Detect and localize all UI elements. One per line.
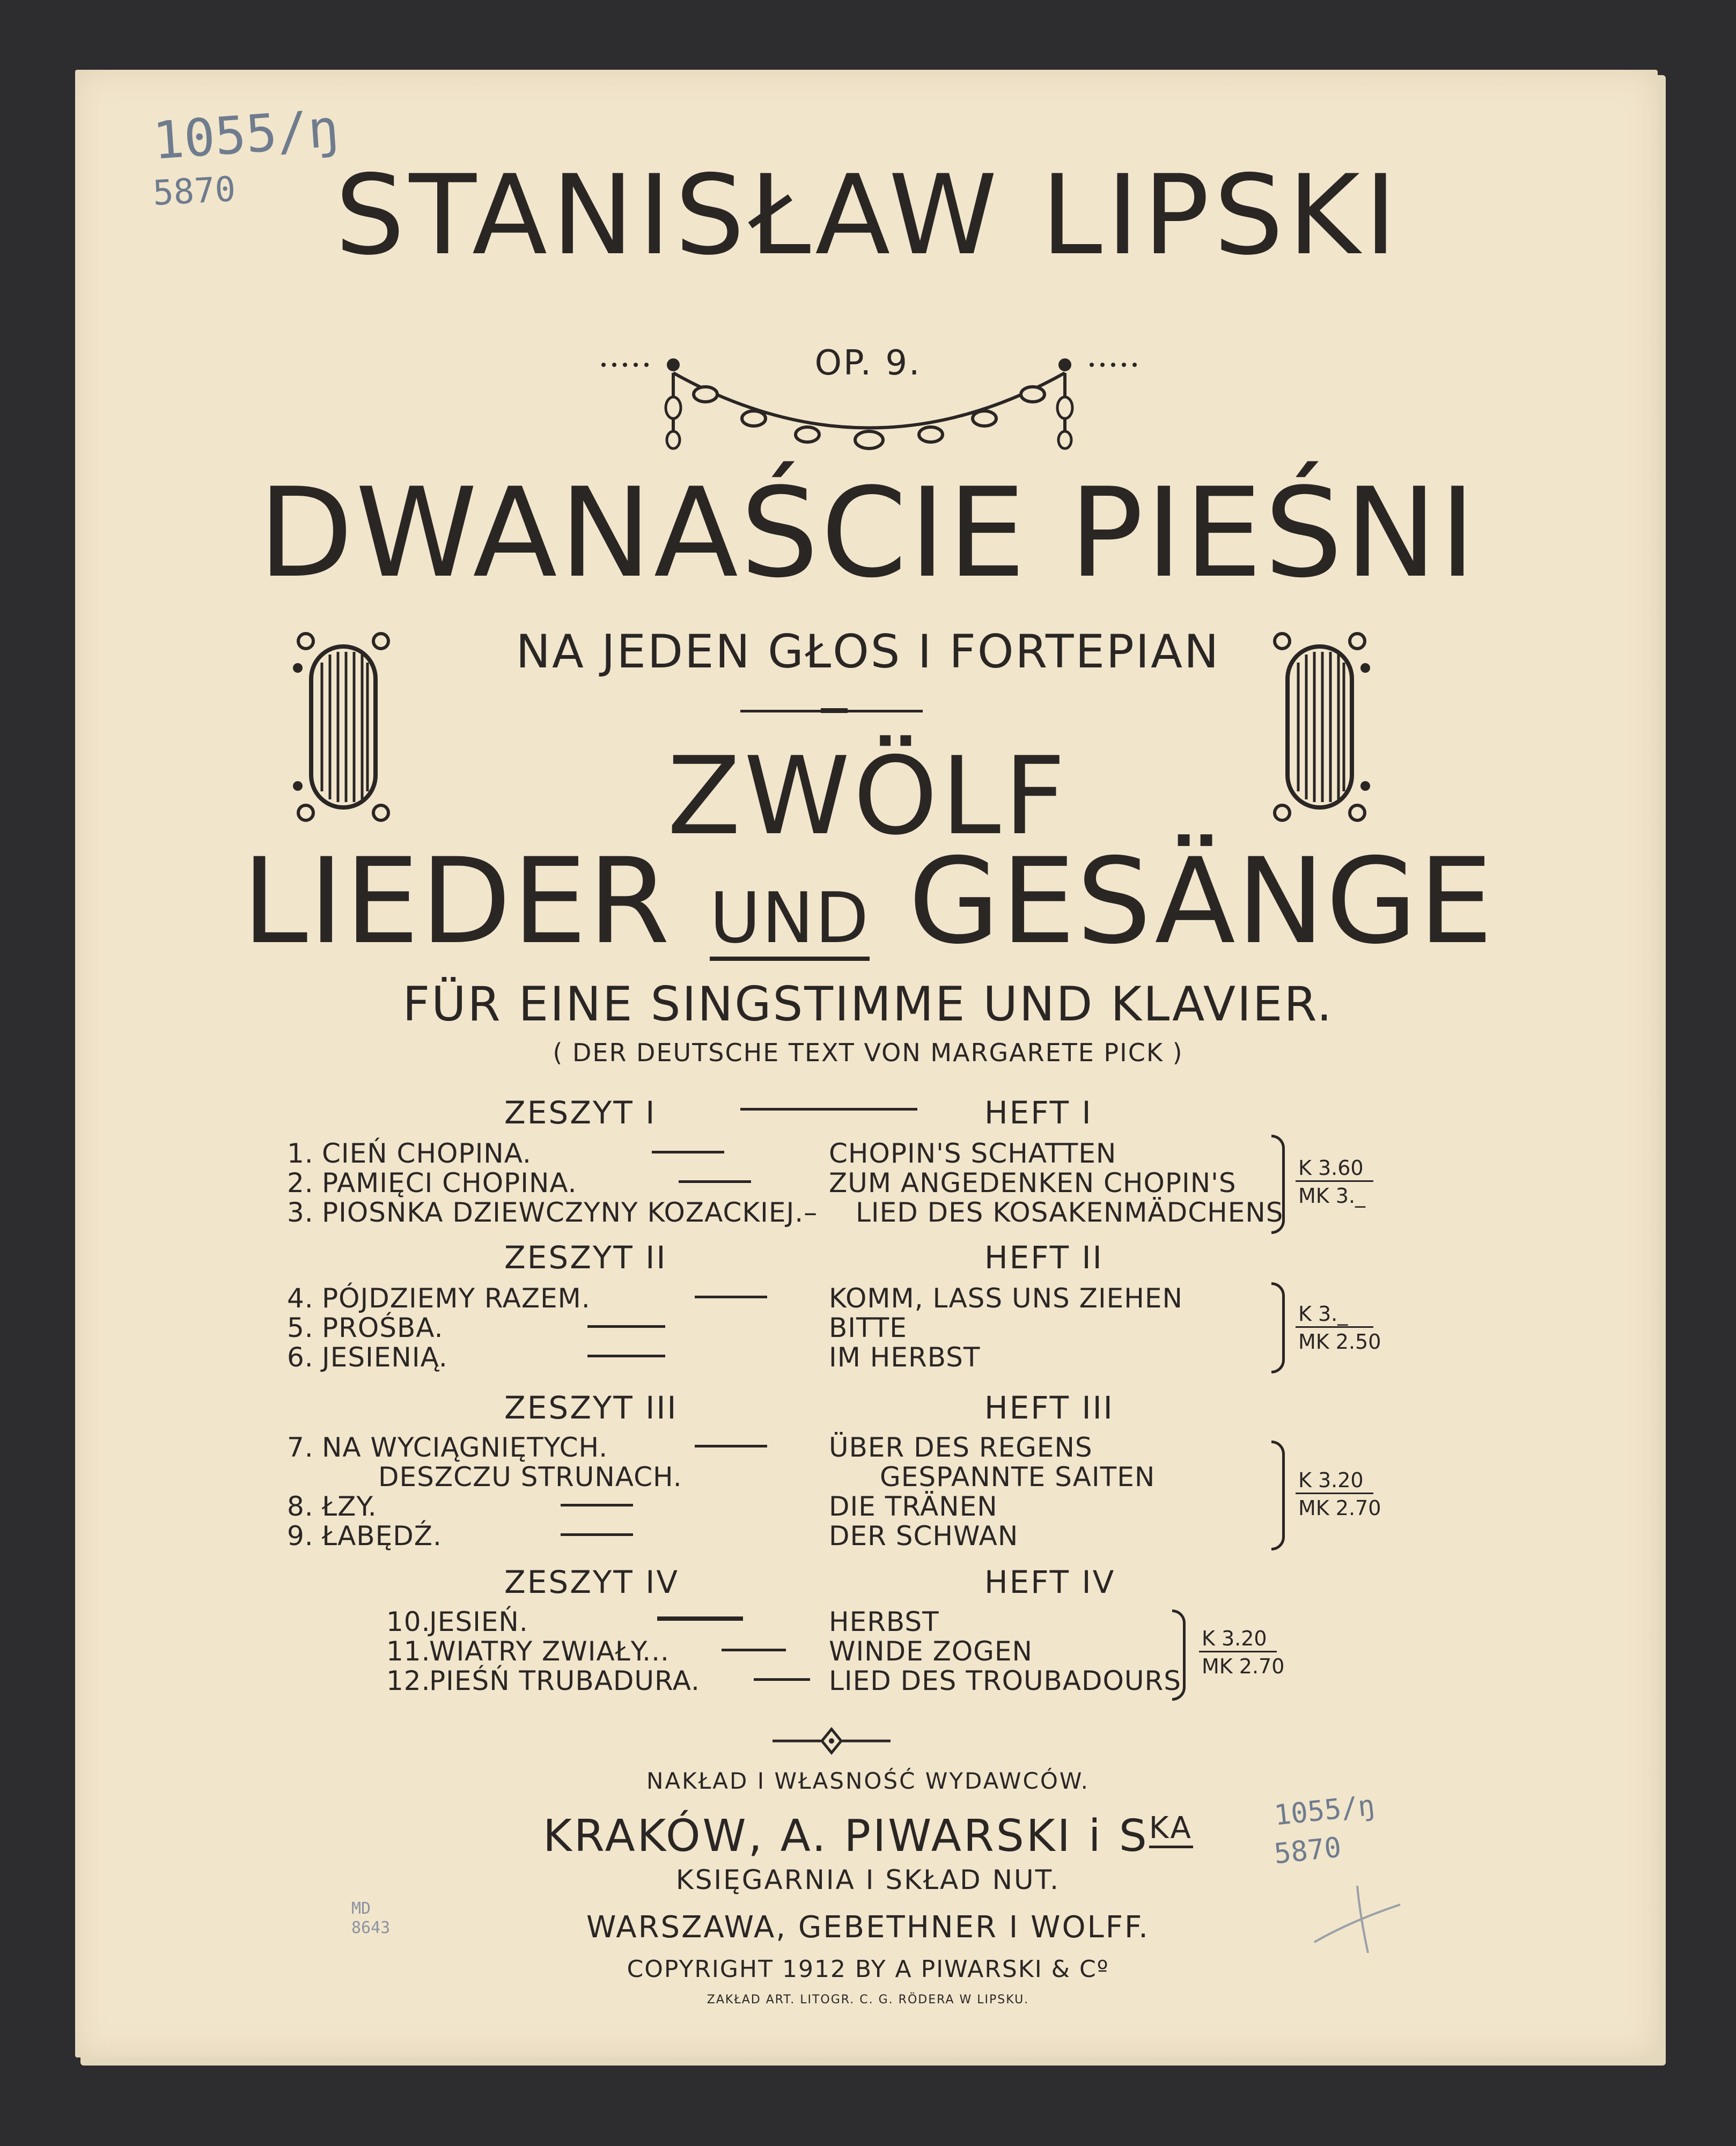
- song-7-title-de-cont: GESPANNTE SAITEN: [880, 1461, 1156, 1493]
- price-k-heft-3: K 3.20: [1298, 1468, 1364, 1492]
- song-9-title-pl: ŁABĘDŹ.: [322, 1520, 442, 1552]
- song-6-title-de: IM HERBST: [829, 1342, 981, 1373]
- song-11-title-de: WINDE ZOGEN: [829, 1636, 1033, 1667]
- price-brace: [1271, 1135, 1285, 1234]
- number-side: 5870: [1272, 1831, 1343, 1871]
- heft-3-heading: HEFT III: [984, 1390, 1114, 1426]
- song-8-title-de: DIE TRÄNEN: [829, 1491, 998, 1522]
- song-3-title-pl: PIOSNKA DZIEWCZYNY KOZACKIEJ.–: [322, 1197, 818, 1228]
- title-divider-center: [821, 708, 848, 713]
- zeszyt-1-heading: ZESZYT I: [504, 1094, 657, 1131]
- song-5-title-de: BITTE: [829, 1312, 907, 1343]
- price-k-heft-1: K 3.60: [1298, 1156, 1364, 1180]
- number-top: 5870: [152, 170, 237, 214]
- price-line: [1296, 1493, 1373, 1494]
- title-und: UND: [710, 880, 870, 961]
- song-8-number: 8.: [287, 1491, 314, 1522]
- song-11-title-pl: WIATRY ZWIAŁY...: [429, 1636, 670, 1667]
- price-brace: [1271, 1282, 1285, 1373]
- price-k-heft-4: K 3.20: [1202, 1627, 1267, 1650]
- song-12-title-de: LIED DES TROUBADOURS: [829, 1665, 1181, 1696]
- shelfmark-top: 1055/ŋ: [151, 98, 341, 171]
- song-9-number: 9.: [287, 1520, 314, 1552]
- opus-number: OP. 9.: [814, 343, 922, 383]
- song-10-number: 10.: [386, 1606, 431, 1637]
- song-dash: [754, 1678, 810, 1681]
- price-line: [1199, 1651, 1277, 1652]
- song-12-title-pl: PIEŚŃ TRUBADURA.: [429, 1665, 700, 1696]
- title-german-line1: ZWÖLF: [667, 734, 1069, 859]
- heft-1-heading: HEFT I: [984, 1094, 1093, 1131]
- song-dash: [679, 1180, 751, 1183]
- price-mk-heft-1: MK 3._: [1298, 1184, 1366, 1208]
- shelfmark-side: 1055/ŋ: [1272, 1789, 1377, 1832]
- price-line: [1296, 1326, 1373, 1328]
- price-mk-heft-4: MK 2.70: [1202, 1655, 1285, 1678]
- publisher-name-suffix: KA: [1149, 1811, 1193, 1848]
- song-dash: [657, 1616, 743, 1621]
- price-brace: [1172, 1610, 1186, 1701]
- song-2-number: 2.: [287, 1167, 314, 1199]
- title-lieder: LIEDER: [242, 833, 671, 970]
- copyright-line: COPYRIGHT 1912 BY A PIWARSKI & Cº: [627, 1956, 1109, 1983]
- publisher-name-text: KRAKÓW, A. PIWARSKI i S: [543, 1811, 1149, 1862]
- song-12-number: 12.: [386, 1665, 431, 1696]
- song-10-title-de: HERBST: [829, 1606, 939, 1637]
- song-1-number: 1.: [287, 1138, 314, 1169]
- song-dash: [561, 1533, 633, 1536]
- title-polish: DWANAŚCIE PIEŚNI: [258, 462, 1478, 605]
- publisher-rights: NAKŁAD I WŁASNOŚĆ WYDAWCÓW.: [646, 1768, 1090, 1794]
- heading-dash: [740, 1108, 917, 1111]
- song-2-title-de: ZUM ANGEDENKEN CHOPIN'S: [829, 1167, 1237, 1199]
- price-line: [1296, 1180, 1373, 1182]
- song-4-number: 4.: [287, 1283, 314, 1314]
- song-6-title-pl: JESIENIĄ.: [322, 1342, 448, 1373]
- publisher-warsaw: WARSZAWA, GEBETHNER I WOLFF.: [586, 1910, 1150, 1945]
- song-4-title-pl: PÓJDZIEMY RAZEM.: [322, 1283, 591, 1314]
- subtitle-polish: NA JEDEN GŁOS I FORTEPIAN: [516, 625, 1220, 679]
- publisher-shop: KSIĘGARNIA I SKŁAD NUT.: [675, 1864, 1061, 1895]
- song-dash: [722, 1649, 786, 1651]
- heft-4-heading: HEFT IV: [984, 1564, 1116, 1600]
- song-4-title-de: KOMM, LASS UNS ZIEHEN: [829, 1283, 1183, 1314]
- price-mk-heft-3: MK 2.70: [1298, 1496, 1381, 1520]
- title-german-line2: [0, 833, 1736, 970]
- song-1-title-de: CHOPIN'S SCHATTEN: [829, 1138, 1117, 1169]
- song-8-title-pl: ŁZY.: [322, 1491, 377, 1522]
- song-dash: [561, 1504, 633, 1506]
- heft-2-heading: HEFT II: [984, 1239, 1104, 1276]
- song-5-title-pl: PROŚBA.: [322, 1312, 444, 1343]
- song-3-number: 3.: [287, 1197, 314, 1228]
- subtitle-german: FÜR EINE SINGSTIMME UND KLAVIER.: [402, 976, 1334, 1032]
- left-margin-stamp: MD 8643: [351, 1899, 391, 1937]
- song-7-title-pl: NA WYCIĄGNIĘTYCH.: [322, 1432, 608, 1463]
- diamond-divider-icon: [773, 1725, 891, 1757]
- zeszyt-2-heading: ZESZYT II: [504, 1239, 667, 1276]
- zeszyt-4-heading: ZESZYT IV: [504, 1564, 680, 1600]
- song-6-number: 6.: [287, 1342, 314, 1373]
- song-7-title-pl-cont: DESZCZU STRUNACH.: [378, 1461, 682, 1493]
- garland-ornament-icon: [598, 343, 1140, 461]
- song-9-title-de: DER SCHWAN: [829, 1520, 1019, 1552]
- song-dash: [695, 1445, 767, 1447]
- price-mk-heft-2: MK 2.50: [1298, 1330, 1381, 1354]
- composer-name: STANISŁAW LIPSKI: [335, 152, 1401, 280]
- song-1-title-pl: CIEŃ CHOPINA.: [322, 1138, 532, 1169]
- publisher-name: [0, 1811, 1736, 1862]
- song-2-title-pl: PAMIĘCI CHOPINA.: [322, 1167, 577, 1199]
- song-dash: [587, 1355, 665, 1357]
- song-10-title-pl: JESIEŃ.: [429, 1606, 528, 1637]
- price-brace: [1271, 1441, 1285, 1550]
- title-gesange: GESÄNGE: [908, 833, 1494, 970]
- translator-credit: ( DER DEUTSCHE TEXT VON MARGARETE PICK ): [553, 1038, 1183, 1067]
- song-3-title-de: LIED DES KOSAKENMÄDCHENS: [856, 1197, 1284, 1228]
- song-dash: [695, 1296, 767, 1298]
- song-5-number: 5.: [287, 1312, 314, 1343]
- song-7-title-de: ÜBER DES REGENS: [829, 1432, 1093, 1463]
- song-dash: [652, 1151, 724, 1153]
- zeszyt-3-heading: ZESZYT III: [504, 1390, 678, 1426]
- song-dash: [587, 1325, 665, 1328]
- song-11-number: 11.: [386, 1636, 431, 1667]
- song-7-number: 7.: [287, 1432, 314, 1463]
- printer-line: ZAKŁAD ART. LITOGR. C. G. RÖDERA W LIPSKU.: [707, 1993, 1029, 2007]
- price-k-heft-2: K 3._: [1298, 1302, 1348, 1326]
